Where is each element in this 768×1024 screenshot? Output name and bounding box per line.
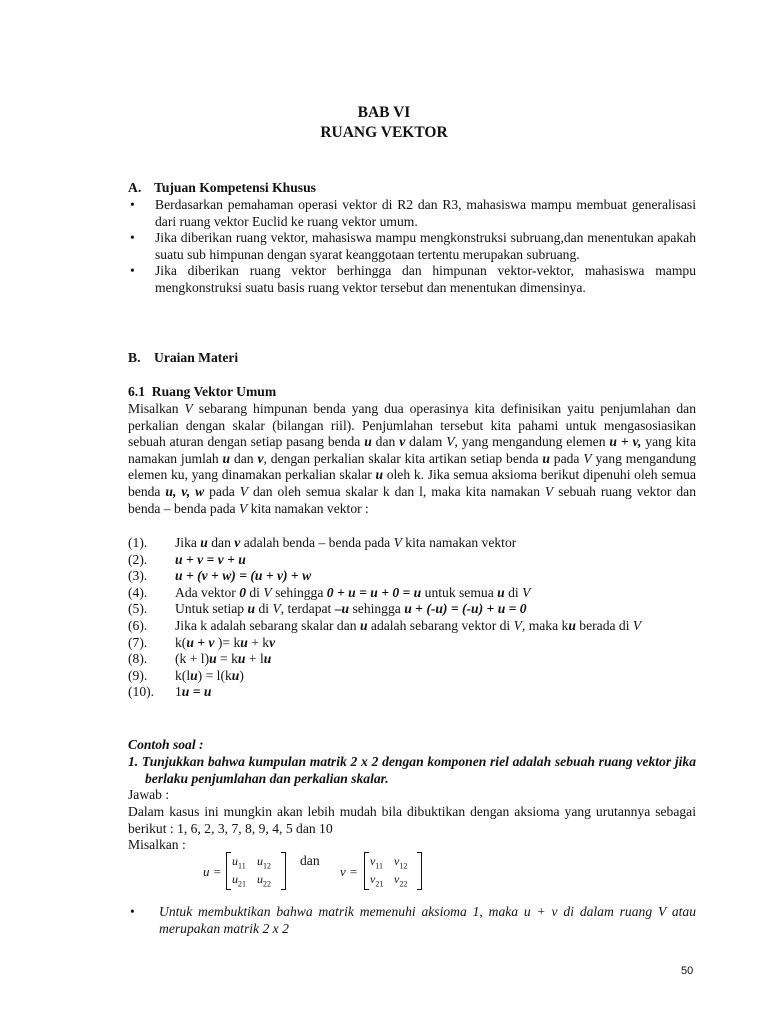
right-bracket (281, 852, 286, 890)
page-number: 50 (681, 965, 694, 977)
subsection-heading: 6.1 Ruang Vektor Umum (128, 384, 277, 399)
axiom-item: (5). Untuk setiap u di V, terdapat –u sehingga u + (-u) = (-u) + u = 0 (128, 601, 527, 617)
chapter-label: BAB VI (357, 104, 411, 121)
right-bracket (417, 852, 422, 890)
section-b-title: Uraian Materi (154, 350, 239, 365)
objective-item: • Berdasarkan pemahaman operasi vektor di R2 dan R3, mahasiswa mampu membuat generalisasi dari ruang vektor Euclid ke ruang vektor umum. (130, 197, 696, 229)
axiom-item: (4). Ada vektor 0 di V sehingga 0 + u = u + 0 = u untuk semua u di V (128, 584, 531, 600)
objective-item: • Jika diberikan ruang vektor, mahasiswa mampu mengkonstruksi subruang,dan menentukan apakah suatu sub himpunan dengan syarat keanggotaan tertentu merupakan subruang. (130, 230, 696, 262)
misalkan-label: Misalkan : (128, 837, 186, 852)
matrix-v-label: v = (340, 864, 358, 879)
answer-text: Dalam kasus ini mungkin akan lebih mudah bila dibuktikan dengan aksioma yang urutannya sebagai berikut : 1, 6, 2, 3, 7, 8, 9, 4, 5 dan 10 (128, 804, 696, 836)
chapter-title: RUANG VEKTOR (320, 124, 448, 141)
left-bracket (364, 852, 369, 890)
section-a-title: Tujuan Kompetensi Khusus (154, 180, 316, 195)
matrix-cell: $u_{12}$ (257, 854, 271, 871)
answer-label: Jawab : (128, 787, 170, 802)
matrix-u (226, 852, 286, 888)
bullet-icon: • (130, 904, 135, 919)
dan-label: dan (300, 853, 320, 868)
matrix-cell: $v_{22}$ (394, 872, 408, 889)
bullet-icon: • (130, 263, 135, 279)
section-b-heading (128, 350, 238, 367)
proof-bullet-list (128, 904, 696, 937)
example-heading: Contoh soal : (128, 737, 204, 752)
matrix-u-label: u = (203, 864, 222, 879)
matrix-v (364, 852, 422, 888)
definition-paragraph: Misalkan V sebarang himpunan benda yang dua operasinya kita definisikan yaitu penjumlahan dan perkalian dengan skalar (bilangan riil). Penjumlahan tersebut kita pahami untuk mengasosiasikan sebuah aturan dengan setiap pasang benda u dan v dalam V, yang mengandung elemen u + v, yang kita namakan jumlah u dan v, dengan perkalian skalar kita artikan setiap benda u pada V yang mengandung elemen ku, yang dinamakan perkalian skalar u oleh k. Jika semua aksioma berikut dipenuhi oleh semua benda u, v, w pada V dan oleh semua skalar k dan l, maka kita namakan V sebuah ruang vektor dan benda – benda pada V kita namakan vektor : (128, 401, 696, 516)
axiom-item: (8). (k + l)u = ku + lu (128, 651, 272, 667)
matrix-cell: $u_{22}$ (257, 872, 271, 889)
axiom-item: (7). k(u + v )= ku + kv (128, 634, 276, 650)
section-b-number: B. (128, 350, 141, 365)
axiom-item: (3). u + (v + w) = (u + v) + w (128, 568, 312, 584)
proof-bullet-item: • Untuk membuktikan bahwa matrik memenuhi aksioma 1, maka u + v di dalam ruang V atau merupakan matrik 2 x 2 (130, 904, 696, 936)
axiom-item: (10). 1u = u (128, 684, 212, 700)
axiom-item: (6). Jika k adalah sebarang skalar dan u adalah sebarang vektor di V, maka ku berada di V (128, 617, 642, 633)
example-problem: 1. Tunjukkan bahwa kumpulan matrik 2 x 2 dengan komponen riel adalah sebuah ruang vektor jika berlaku penjumlahan dan perkalian skalar. (128, 754, 696, 786)
axiom-item: (2). u + v = v + u (128, 551, 246, 567)
matrix-cell: $v_{11}$ (370, 854, 384, 871)
objective-item: • Jika diberikan ruang vektor berhingga dan himpunan vektor-vektor, mahasiswa mampu mengkonstruksi suatu basis ruang vektor tersebut dan menentukan dimensinya. (130, 263, 696, 295)
axiom-list (128, 535, 696, 701)
matrix-cell: $v_{21}$ (370, 872, 384, 889)
matrix-cell: $u_{21}$ (232, 872, 246, 889)
section-a-heading (128, 180, 316, 197)
left-bracket (226, 852, 231, 890)
section-a-number: A. (128, 180, 142, 195)
objectives-list (128, 197, 696, 297)
matrix-cell: $v_{12}$ (394, 854, 408, 871)
axiom-item: (1). Jika u dan v adalah benda – benda pada V kita namakan vektor (128, 535, 517, 550)
matrix-cell: $u_{11}$ (232, 854, 246, 871)
bullet-icon: • (130, 230, 135, 246)
bullet-icon: • (130, 197, 135, 212)
axiom-item: (9). k(lu) = l(ku) (128, 667, 244, 683)
